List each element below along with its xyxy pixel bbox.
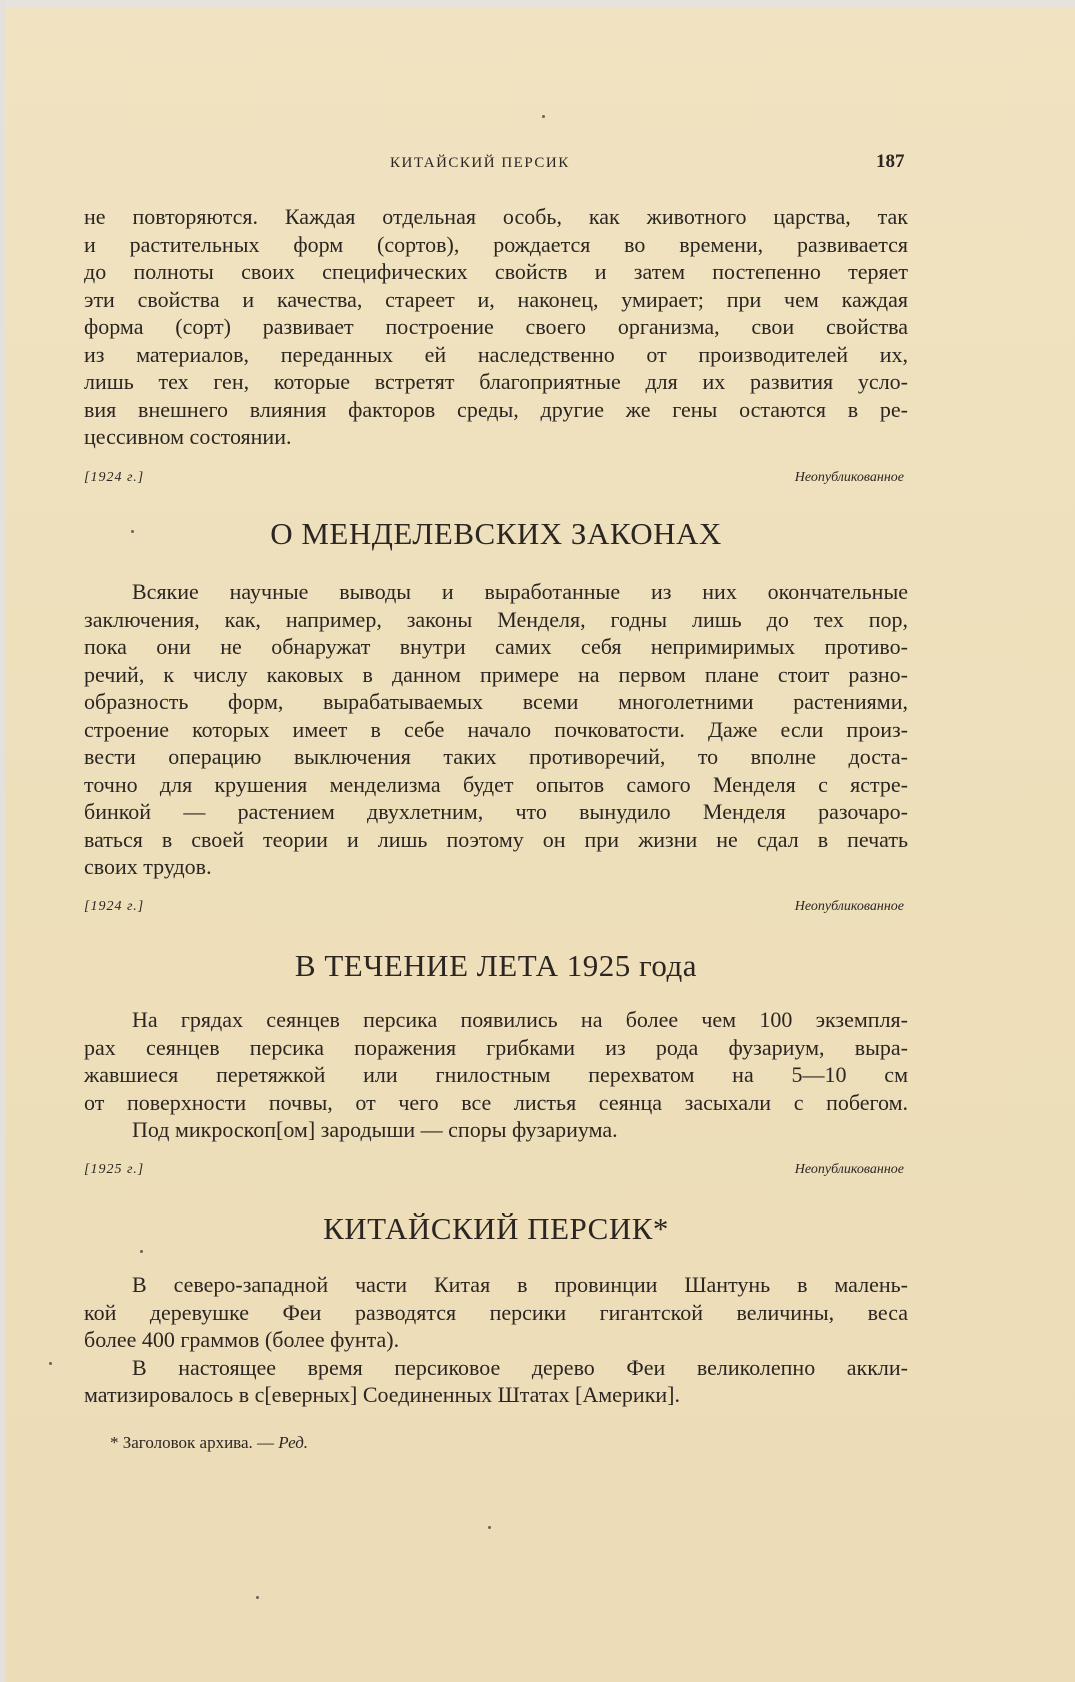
section-title: В ТЕЧЕНИЕ ЛЕТА 1925 года — [294, 948, 698, 983]
text-line: до полноты своих специфических свойств и затем постепенно теряет — [84, 259, 908, 284]
text-line: вести операцию выключения таких противоречий, то вполне доста- — [84, 744, 908, 769]
text-line: из материалов, переданных ей наследственно от производителей их, — [84, 341, 908, 367]
text-line: строение которых имеет в себе начало почковатости. Даже если произ- — [84, 716, 908, 742]
text-line: Всякие научные выводы и выработанные из них окончательные — [132, 579, 908, 604]
section-title: О МЕНДЕЛЕВСКИХ ЗАКОНАХ — [270, 516, 722, 551]
text-line: бинкой — растением двухлетним, что вынудило Менделя разочаро- — [84, 799, 908, 824]
text-line: своих трудов. — [84, 854, 212, 879]
date-note: [1924 г.] — [84, 899, 145, 914]
text-line: вия внешнего влияния факторов среды, другие же гены остаются в ре- — [84, 396, 908, 422]
scan-speck — [140, 1250, 143, 1253]
scan-edge-left — [0, 0, 5, 1682]
scan-speck — [131, 530, 134, 533]
text-line: эти свойства и качества, стареет и, наконец, умирает; при чем каждая — [84, 286, 908, 312]
section-title: КИТАЙСКИЙ ПЕРСИК* — [323, 1211, 669, 1246]
footnote-editor: Ред. — [278, 1433, 309, 1452]
text-line: цессивном состоянии. — [84, 424, 292, 449]
text-line: речий, к числу каковых в данном примере на первом плане стоит разно- — [84, 661, 908, 687]
scan-edge-top — [0, 0, 1075, 8]
text-line: и растительных форм (сортов), рождается во времени, развивается — [84, 231, 908, 257]
text-line: На грядах сеянцев персика появились на более чем 100 экземпля- — [132, 1007, 908, 1032]
text-line: более 400 граммов (более фунта). — [84, 1327, 400, 1352]
footnote-text: * Заголовок архива. — — [110, 1433, 279, 1452]
text-line: В настоящее время персиковое дерево Феи великолепно аккли- — [132, 1354, 908, 1380]
text-line: образность форм, вырабатываемых всеми многолетними растениями, — [84, 689, 908, 714]
text-line: ваться в своей теории и лишь поэтому он при жизни не сдал в печать — [84, 826, 908, 852]
footnote — [110, 1433, 308, 1453]
text-line: рах сеянцев персика поражения грибками из рода фузариум, выра- — [84, 1034, 908, 1060]
scan-speck — [488, 1526, 491, 1529]
publication-status: Неопубликованное — [794, 470, 904, 485]
scan-speck — [49, 1362, 52, 1365]
text-line: точно для крушения менделизма будет опытов самого Менделя с ястре- — [84, 771, 908, 797]
text-line: кой деревушке Феи разводятся персики гигантской величины, веса — [84, 1299, 908, 1325]
text-line: В северо-западной части Китая в провинции Шантунь в малень- — [132, 1272, 908, 1297]
section-body — [84, 578, 908, 881]
scan-speck — [542, 115, 545, 118]
text-line: матизировалось в с[еверных] Соединенных Штатах [Америки]. — [84, 1382, 680, 1407]
text-line: форма (сорт) развивает построение своего организма, свои свойства — [84, 314, 908, 339]
text-line: Под микроскоп[ом] зародыши — споры фузариума. — [132, 1117, 618, 1142]
date-note: [1924 г.] — [84, 470, 145, 485]
text-line: заключения, как, например, законы Менделя, годны лишь до тех пор, — [84, 606, 908, 632]
text-line: от поверхности почвы, от чего все листья сеянца засыхали с побегом. — [84, 1089, 908, 1115]
text-line: жавшиеся перетяжкой или гнилостным перехватом на 5—10 см — [84, 1062, 908, 1087]
publication-status: Неопубликованное — [794, 1162, 904, 1177]
page-number: 187 — [876, 151, 905, 172]
section-body — [84, 1271, 908, 1409]
intro-paragraph — [84, 203, 908, 451]
section-body — [84, 1006, 908, 1144]
text-line: не повторяются. Каждая отдельная особь, как животного царства, так — [84, 204, 908, 229]
text-line: лишь тех ген, которые встретят благоприятные для их развития усло- — [84, 369, 908, 394]
publication-status: Неопубликованное — [794, 899, 904, 914]
date-note: [1925 г.] — [84, 1162, 145, 1177]
text-line: пока они не обнаружат внутри самих себя непримиримых противо- — [84, 634, 908, 659]
scan-speck — [256, 1596, 259, 1599]
running-head: КИТАЙСКИЙ ПЕРСИК — [390, 155, 570, 171]
